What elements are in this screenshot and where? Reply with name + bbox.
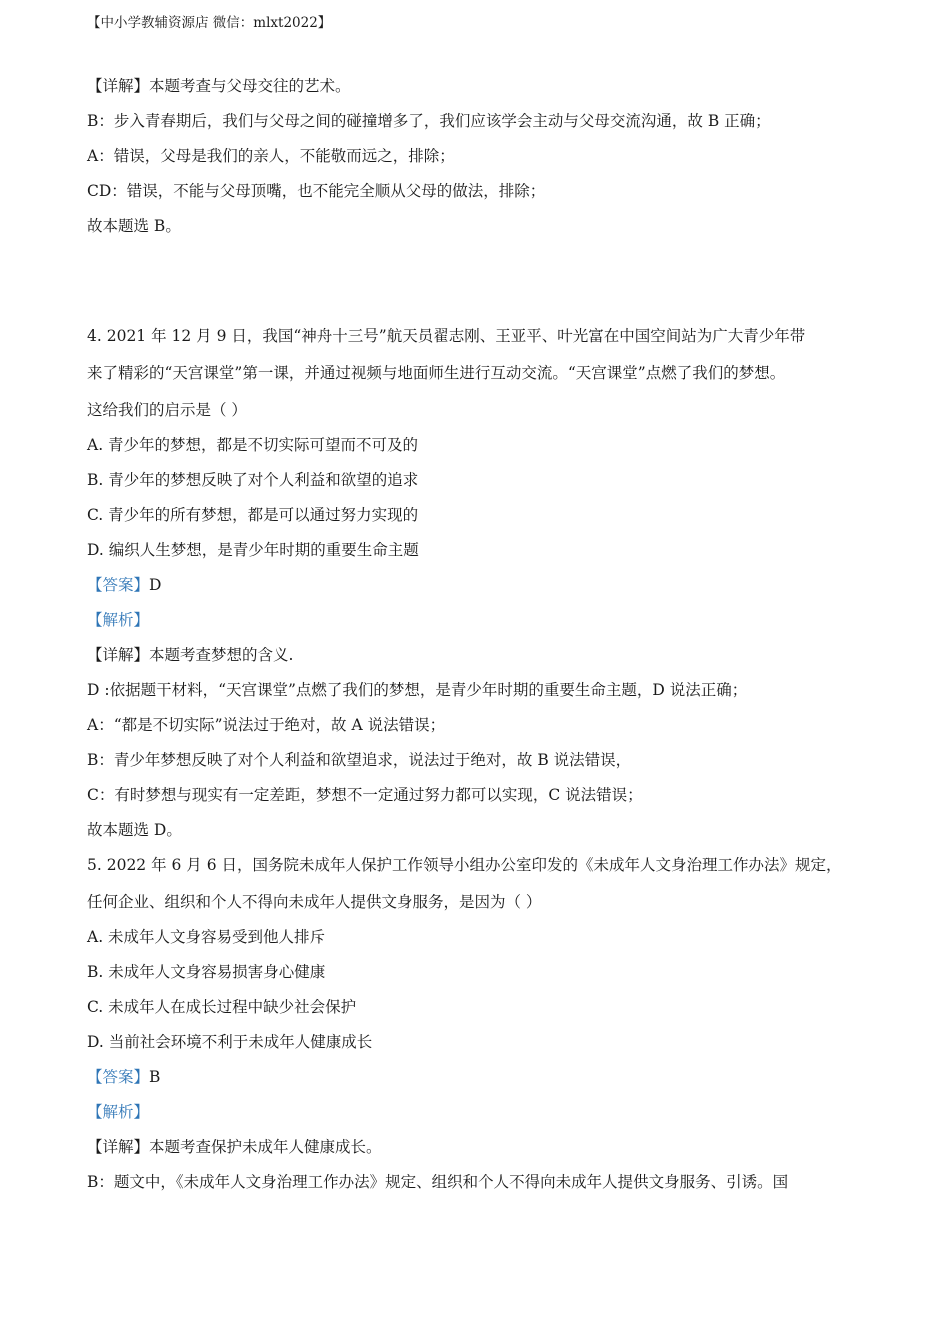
q5-explanation-line: B：题文中，《未成年人文身治理工作办法》规定、组织和个人不得向未成年人提供文身服务、引诱。国	[87, 1173, 789, 1191]
q4-stem-line: 来了精彩的“天宫课堂”第一课，并通过视频与地面师生进行互动交流。“天宫课堂”点燃了我们的梦想。	[87, 364, 786, 382]
q3-conclusion: 故本题选 B。	[87, 217, 181, 235]
q3-detail: 【详解】本题考查与父母交往的艺术。	[87, 77, 351, 95]
q5-option-d: D. 当前社会环境不利于未成年人健康成长	[87, 1033, 373, 1051]
q4-explanation-line: A：“都是不切实际”说法过于绝对，故 A 说法错误；	[87, 716, 446, 734]
q5-option-c: C. 未成年人在成长过程中缺少社会保护	[87, 998, 357, 1016]
page-header: 【中小学教辅资源店 微信：mlxt2022】	[87, 15, 332, 31]
q5-answer-value: B	[149, 1068, 161, 1086]
q4-conclusion: 故本题选 D。	[87, 821, 182, 839]
q4-option-d: D. 编织人生梦想，是青少年时期的重要生命主题	[87, 541, 419, 559]
q4-answer	[87, 575, 161, 595]
q4-explanation-line: B：青少年梦想反映了对个人利益和欲望追求，说法过于绝对，故 B 说法错误，	[87, 751, 632, 769]
q5-stem-line: 5. 2022 年 6 月 6 日，国务院未成年人保护工作领导小组办公室印发的《未成年人文身治理工作办法》规定，	[87, 856, 842, 874]
q3-explanation-line: A：错误，父母是我们的亲人，不能敬而远之，排除；	[87, 147, 455, 165]
q5-stem-line: 任何企业、组织和个人不得向未成年人提供文身服务，是因为（ ）	[87, 893, 542, 911]
q4-answer-value: D	[149, 576, 162, 594]
q4-stem-line: 这给我们的启示是（ ）	[87, 401, 247, 419]
q4-explanation-line: C：有时梦想与现实有一定差距，梦想不一定通过努力都可以实现，C 说法错误；	[87, 786, 643, 804]
q3-explanation-line: B：步入青春期后，我们与父母之间的碰撞增多了，我们应该学会主动与父母交流沟通，故 B 正确；	[87, 112, 771, 130]
q4-option-b: B. 青少年的梦想反映了对个人利益和欲望的追求	[87, 471, 419, 489]
q5-option-b: B. 未成年人文身容易损害身心健康	[87, 963, 326, 981]
q4-detail: 【详解】本题考查梦想的含义.	[87, 646, 294, 664]
q4-option-a: A. 青少年的梦想，都是不切实际可望而不可及的	[87, 436, 419, 454]
q5-detail: 【详解】本题考查保护未成年人健康成长。	[87, 1138, 382, 1156]
q5-answer-label: 【答案】	[87, 1068, 150, 1086]
q5-option-a: A. 未成年人文身容易受到他人排斥	[87, 928, 326, 946]
q4-option-c: C. 青少年的所有梦想，都是可以通过努力实现的	[87, 506, 419, 524]
q4-answer-label: 【答案】	[87, 576, 150, 594]
q4-analysis-label: 【解析】	[87, 611, 150, 629]
q5-analysis-label: 【解析】	[87, 1103, 150, 1121]
q4-stem-line: 4. 2021 年 12 月 9 日，我国“神舟十三号”航天员翟志刚、王亚平、叶光富在中国空间站为广大青少年带	[87, 327, 806, 345]
q4-explanation-line: D :依据题干材料，“天宫课堂”点燃了我们的梦想，是青少年时期的重要生命主题，D 说法正确；	[87, 681, 748, 699]
q3-explanation-line: CD：错误，不能与父母顶嘴，也不能完全顺从父母的做法，排除；	[87, 182, 546, 200]
q5-answer	[87, 1067, 160, 1087]
